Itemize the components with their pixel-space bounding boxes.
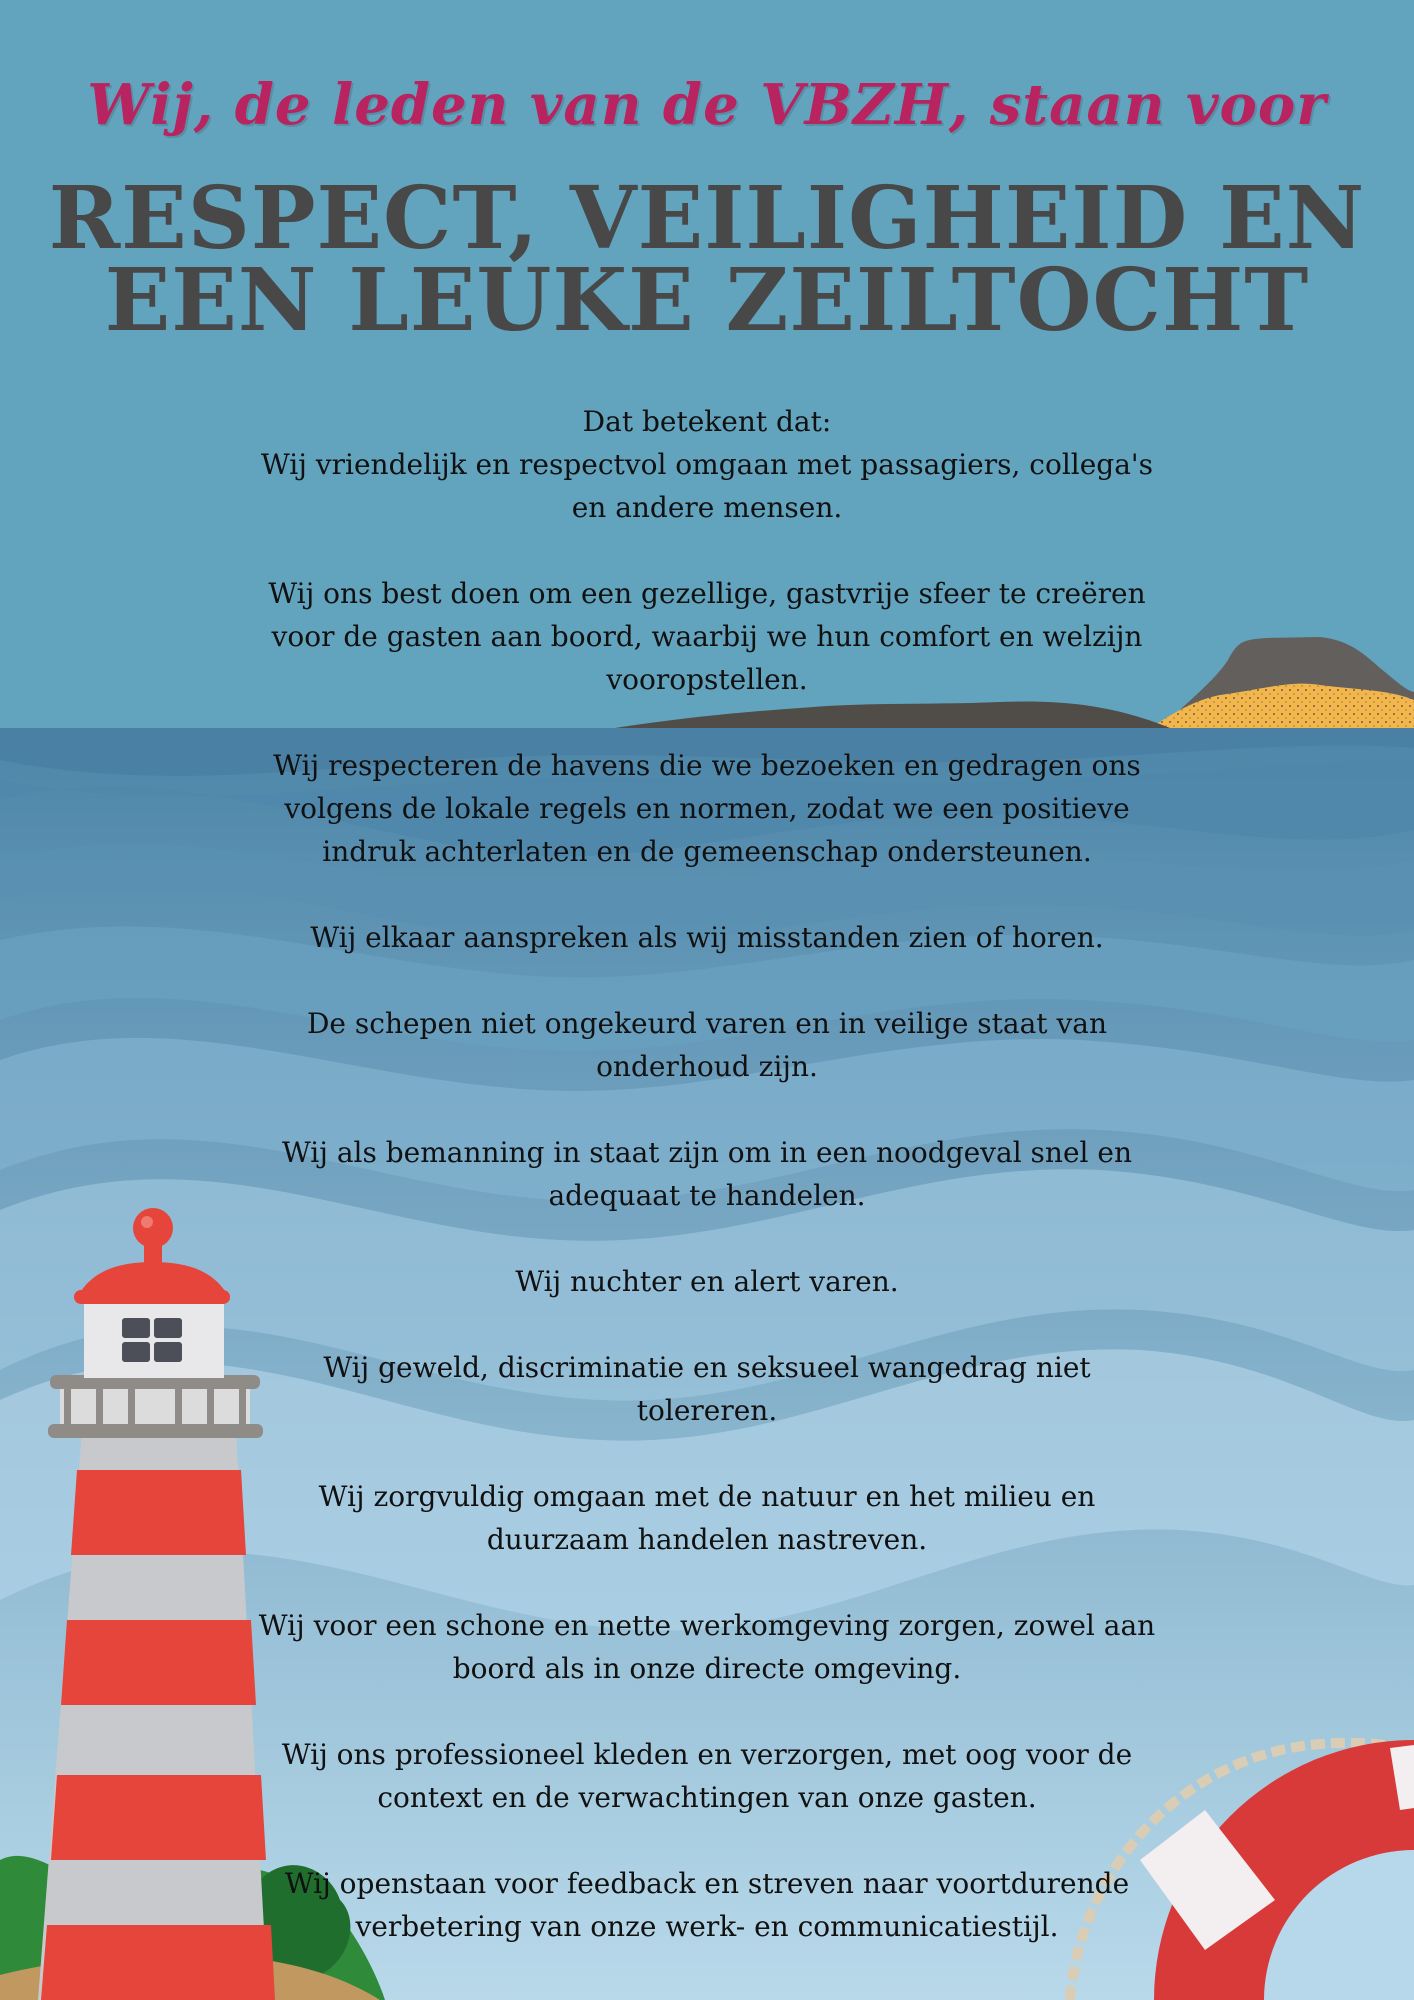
conduct-point: Wij respecteren de havens die we bezoeken en gedragen ons volgens de lokale regels en normen, zodat we een positieve indruk achterlaten en de gemeenschap ondersteunen.: [273, 749, 1141, 868]
intro-first-point: Wij vriendelijk en respectvol omgaan met passagiers, collega's en andere mensen.: [260, 448, 1153, 524]
conduct-point: Wij zorgvuldig omgaan met de natuur en het milieu en duurzaam handelen nastreven.: [318, 1480, 1096, 1556]
conduct-point: Wij ons professioneel kleden en verzorgen, met oog voor de context en de verwachtingen van onze gasten.: [281, 1738, 1133, 1814]
conduct-point: Wij ons best doen om een gezellige, gastvrije sfeer te creëren voor de gasten aan boord, waarbij we hun comfort en welzijn vooropstellen.: [268, 577, 1146, 696]
conduct-point: Wij geweld, discriminatie en seksueel wangedrag niet tolereren.: [323, 1351, 1091, 1427]
intro-paragraph: [250, 400, 1164, 529]
conduct-point: Wij voor een schone en nette werkomgeving zorgen, zowel aan boord als in onze directe omgeving.: [258, 1609, 1156, 1685]
conduct-point: Wij openstaan voor feedback en streven naar voortdurende verbetering van onze werk- en communicatiestijl.: [284, 1867, 1130, 1943]
headline-line-1: RESPECT, VEILIGHEID EN: [48, 168, 1366, 269]
conduct-point: Wij nuchter en alert varen.: [515, 1265, 899, 1298]
conduct-point: De schepen niet ongekeurd varen en in veilige staat van onderhoud zijn.: [306, 1007, 1108, 1083]
tagline: Wij, de leden van de VBZH, staan voor: [87, 72, 1327, 138]
headline-line-2: EEN LEUKE ZEILTOCHT: [104, 250, 1310, 351]
conduct-point: Wij elkaar aanspreken als wij misstanden zien of horen.: [310, 921, 1104, 954]
headline: [0, 168, 1414, 351]
conduct-point: Wij als bemanning in staat zijn om in een noodgeval snel en adequaat te handelen.: [282, 1136, 1132, 1212]
code-of-conduct-list: [250, 400, 1164, 1991]
intro-lead: Dat betekent dat:: [582, 405, 832, 438]
